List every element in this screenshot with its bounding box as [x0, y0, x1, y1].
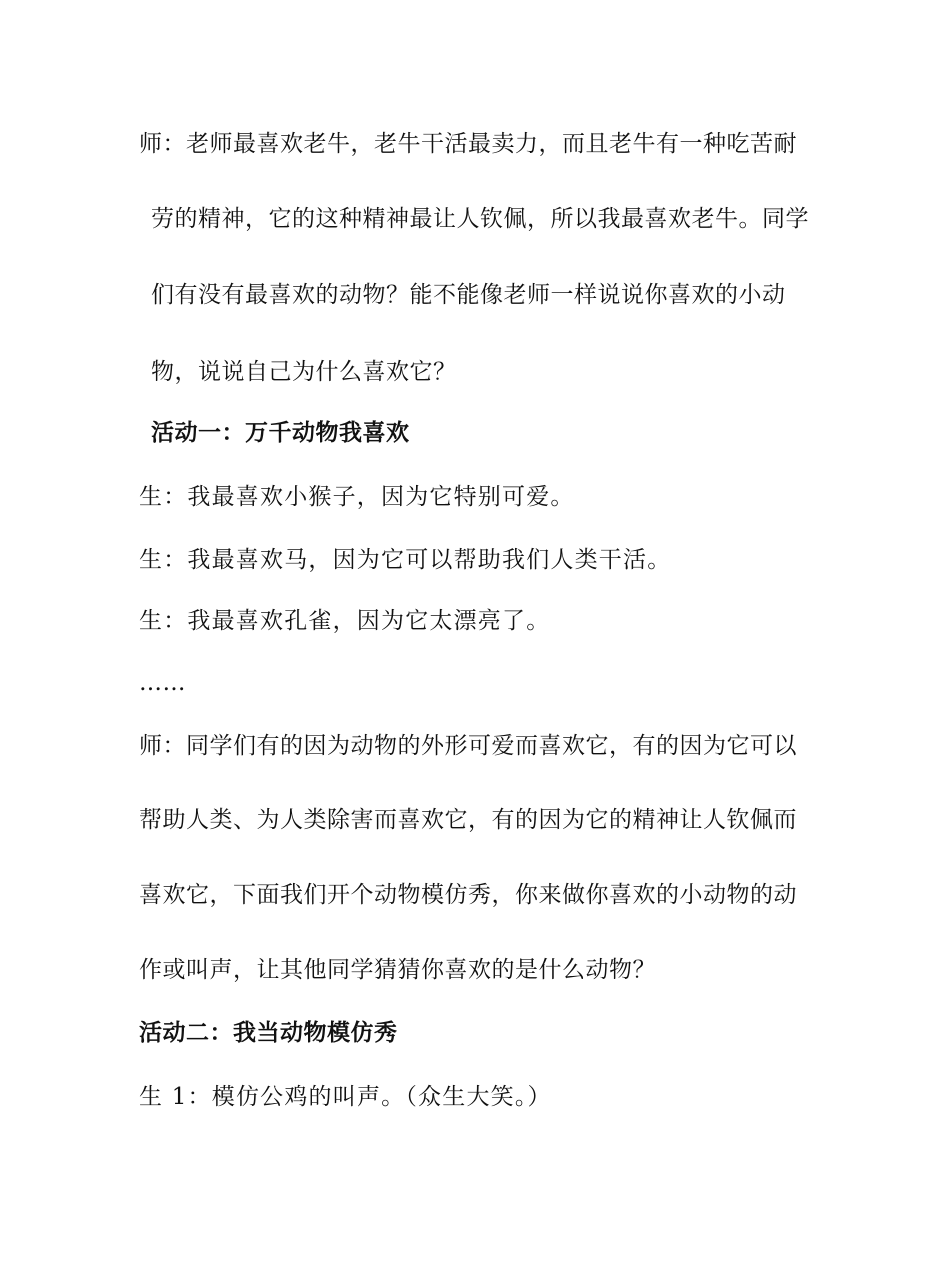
teacher-paragraph-1-line-2: 劳的精神，它的这种精神最让人钦佩，所以我最喜欢老牛。同学 — [151, 206, 809, 232]
teacher-paragraph-2-line-1: 师：同学们有的因为动物的外形可爱而喜欢它，有的因为它可以 — [139, 733, 797, 759]
teacher-paragraph-1-line-3: 们有没有最喜欢的动物？能不能像老师一样说说你喜欢的小动 — [151, 282, 786, 308]
teacher-paragraph-2-line-4: 作或叫声，让其他同学猜猜你喜欢的是什么动物？ — [139, 957, 656, 983]
student-line-1: 生：我最喜欢小猴子，因为它特别可爱。 — [139, 484, 575, 510]
teacher-paragraph-1-line-1: 师：老师最喜欢老牛，老牛干活最卖力，而且老牛有一种吃苦耐 — [139, 131, 797, 157]
teacher-paragraph-2-line-3: 喜欢它，下面我们开个动物模仿秀，你来做你喜欢的小动物的动 — [139, 882, 797, 908]
teacher-paragraph-2-line-2: 帮助人类、为人类除害而喜欢它，有的因为它的精神让人钦佩而 — [139, 807, 797, 833]
student-line-2: 生：我最喜欢马，因为它可以帮助我们人类干活。 — [139, 547, 672, 573]
ellipsis-line: …… — [139, 670, 186, 696]
activity-one-heading: 活动一：万千动物我喜欢 — [151, 419, 410, 446]
activity-two-heading: 活动二：我当动物模仿秀 — [139, 1019, 398, 1046]
student-imitation-line: 生 1：模仿公鸡的叫声。（众生大笑。） — [139, 1084, 552, 1110]
student-line-3: 生：我最喜欢孔雀，因为它太漂亮了。 — [139, 608, 551, 634]
teacher-paragraph-1-line-4: 物，说说自己为什么喜欢它？ — [151, 359, 457, 385]
